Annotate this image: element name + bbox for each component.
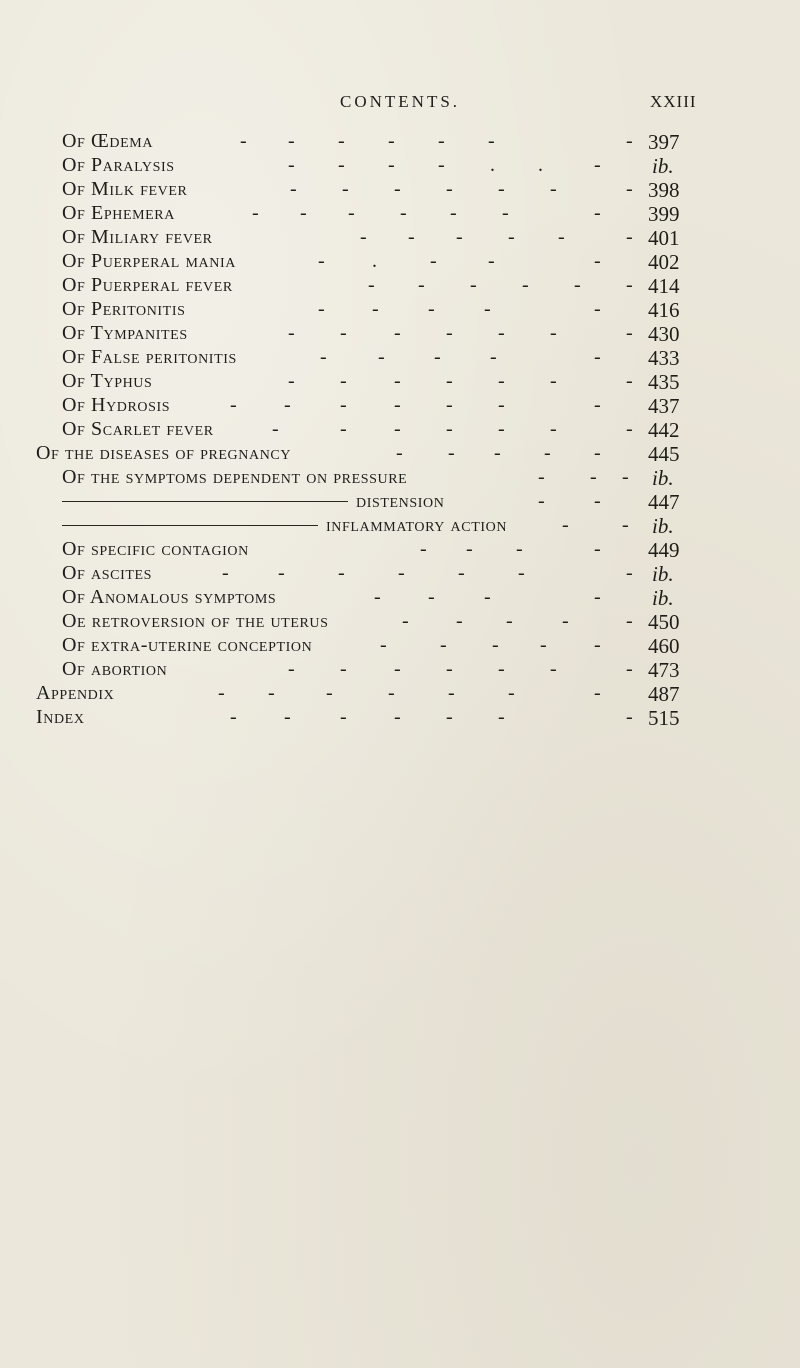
leader-dash: - [360,226,367,248]
toc-entry [0,274,800,298]
leader-dash: - [446,370,453,392]
leader-dash: - [340,658,347,680]
leader-dash: - [466,538,473,560]
toc-entry [0,538,800,562]
toc-entry-title: Oe retroversion of the uterus [62,610,329,632]
leader-dash: - [508,226,515,248]
toc-entry-title: Index [36,706,85,728]
leader-dash: - [538,466,545,488]
leader-dash: - [340,706,347,728]
leader-dash: - [594,298,601,320]
toc-entry [0,130,800,154]
toc-entry [0,178,800,202]
leader-dash: - [338,154,345,176]
toc-entry-page: 435 [648,370,680,394]
toc-entry [0,442,800,466]
leader-dash: - [594,634,601,656]
leader-dash: - [626,658,633,680]
leader-dash: - [484,586,491,608]
leader-dash: - [378,346,385,368]
toc-entry [0,298,800,322]
leader-dash: - [340,370,347,392]
toc-entry [0,634,800,658]
toc-entry [0,226,800,250]
toc-entry-title: Of Puerperal mania [62,250,236,272]
leader-dash: - [446,658,453,680]
leader-dash: - [594,682,601,704]
leader-dash: - [348,202,355,224]
leader-dash: - [288,154,295,176]
toc-entry-page: ib. [652,586,674,610]
leader-dash: - [490,346,497,368]
toc-entry [0,322,800,346]
leader-dash: - [230,706,237,728]
toc-entry-page: ib. [652,562,674,586]
toc-entry [0,682,800,706]
leader-dash: - [594,250,601,272]
leader-dash: - [594,394,601,416]
leader-dash: - [318,298,325,320]
toc-entry-page: 430 [648,322,680,346]
leader-dash: - [498,418,505,440]
toc-entry-title: inflammatory action [326,514,508,536]
leader-dash: - [396,442,403,464]
leader-dash: - [502,202,509,224]
leader-dash: - [420,538,427,560]
leader-dash: - [446,322,453,344]
toc-entry [0,514,800,538]
ditto-rule [62,501,348,502]
leader-dash: - [284,706,291,728]
toc-entry [0,706,800,730]
leader-dash: - [446,394,453,416]
leader-dash: - [516,538,523,560]
toc-entry [0,418,800,442]
leader-dash: - [498,370,505,392]
toc-entry [0,346,800,370]
leader-dash: - [562,514,569,536]
toc-entry [0,586,800,610]
leader-dash: - [494,442,501,464]
leader-dash: - [288,370,295,392]
toc-entry [0,370,800,394]
toc-entry-page: 398 [648,178,680,202]
toc-entry-page: 460 [648,634,680,658]
leader-dash: - [394,418,401,440]
toc-entry-title: Of Miliary fever [62,226,213,248]
leader-dash: - [594,202,601,224]
toc-entry [0,562,800,586]
leader-dash: - [438,154,445,176]
toc-entry-title: Of Œdema [62,130,154,152]
leader-dash: - [626,322,633,344]
leader-dash: - [394,322,401,344]
toc-entry-title: Of specific contagion [62,538,249,560]
leader-dash: - [402,610,409,632]
leader-dash: - [550,658,557,680]
leader-dash: - [518,562,525,584]
toc-entry [0,490,800,514]
toc-entry-title: Of the symptoms dependent on pressure [62,466,408,488]
leader-dash: - [458,562,465,584]
running-title: CONTENTS. [340,92,461,111]
leader-dash: - [340,394,347,416]
leader-dash: - [428,586,435,608]
leader-dash: - [300,202,307,224]
toc-entry-page: 402 [648,250,680,274]
leader-dash: - [456,226,463,248]
leader-dash: - [448,442,455,464]
toc-entry [0,610,800,634]
leader-dash: - [626,418,633,440]
toc-entry-page: 397 [648,130,680,154]
leader-dash: - [240,130,247,152]
leader-dash: - [446,418,453,440]
leader-dash: - [626,178,633,200]
leader-dash: - [594,442,601,464]
toc-entry-title: Of Puerperal fever [62,274,233,296]
toc-entry-title: Of ascites [62,562,153,584]
leader-dash: - [222,562,229,584]
leader-dash: - [284,394,291,416]
leader-dash: - [252,202,259,224]
toc-entry-title: Of extra-uterine conception [62,634,313,656]
leader-dash: - [288,658,295,680]
leader-dash: - [388,682,395,704]
leader-dash: - [498,394,505,416]
leader-dash: - [562,610,569,632]
leader-dash: - [574,274,581,296]
leader-dash: - [388,154,395,176]
leader-dash: - [550,322,557,344]
toc-entry-title: Of the diseases of pregnancy [36,442,292,464]
toc-entry-page: 449 [648,538,680,562]
leader-dash: - [438,130,445,152]
leader-dash: - [594,154,601,176]
toc-entry [0,658,800,682]
leader-dash: - [394,706,401,728]
leader-dash: - [290,178,297,200]
toc-entry [0,466,800,490]
leader-dash: - [318,250,325,272]
leader-dash: - [394,370,401,392]
page-header [0,92,800,116]
toc-entry-page: 445 [648,442,680,466]
leader-dash: - [626,610,633,632]
leader-dash: - [338,562,345,584]
leader-dash: - [498,658,505,680]
page-number: XXIII [650,92,697,111]
toc-entry-page: 416 [648,298,680,322]
leader-dash: - [440,634,447,656]
leader-dash: - [622,466,629,488]
leader-dash: - [626,370,633,392]
leader-dash: - [338,130,345,152]
leader-dash: - [484,298,491,320]
leader-dash: - [488,250,495,272]
leader-dash: - [508,682,515,704]
leader-dash: - [340,418,347,440]
toc-entry-title: Of Scarlet fever [62,418,214,440]
leader-dash: - [326,682,333,704]
leader-dash: - [380,634,387,656]
leader-dash: - [558,226,565,248]
toc-entry [0,154,800,178]
leader-dash: - [626,274,633,296]
toc-entry-page: 473 [648,658,680,682]
leader-dash: - [538,490,545,512]
toc-entry-title: Of Milk fever [62,178,188,200]
toc-entry-page: 447 [648,490,680,514]
toc-entry-title: Of Tympanites [62,322,188,344]
toc-entry [0,202,800,226]
leader-dash: - [394,394,401,416]
leader-dash: - [626,226,633,248]
leader-dash: - [278,562,285,584]
toc-entry-title: distension [356,490,445,512]
toc-entry-page: 401 [648,226,680,250]
leader-dash: - [288,130,295,152]
leader-dash: - [418,274,425,296]
leader-dash: - [470,274,477,296]
leader-dash: - [550,418,557,440]
leader-dash: - [372,298,379,320]
leader-dash: - [626,562,633,584]
leader-dash: - [288,322,295,344]
toc-entry-title: Of Paralysis [62,154,175,176]
ditto-rule [62,525,318,526]
leader-dash: - [590,466,597,488]
leader-dash: - [388,130,395,152]
toc-entry-page: 433 [648,346,680,370]
leader-dash: - [456,610,463,632]
leader-dash: - [340,322,347,344]
toc-entry-title: Of Anomalous symptoms [62,586,277,608]
leader-dash: - [368,274,375,296]
leader-dash: - [492,634,499,656]
leader-dash: - [272,418,279,440]
toc-entry-page: 515 [648,706,680,730]
leader-dash: - [448,682,455,704]
toc-entry-title: Of False peritonitis [62,346,237,368]
toc-entry [0,250,800,274]
leader-dash: - [522,274,529,296]
leader-dash: - [398,562,405,584]
leader-dash: - [342,178,349,200]
leader-dash: - [430,250,437,272]
toc-entry-page: 487 [648,682,680,706]
leader-dash: - [394,178,401,200]
toc-entry-page: 450 [648,610,680,634]
leader-dash: - [544,442,551,464]
leader-dash: - [446,706,453,728]
leader-dash: - [626,130,633,152]
leader-dash: - [230,394,237,416]
leader-dash: - [450,202,457,224]
leader-dash: - [488,130,495,152]
leader-dash: - [594,586,601,608]
leader-dash: - [594,490,601,512]
toc-entry-title: Of Peritonitis [62,298,186,320]
leader-dash: - [550,178,557,200]
toc-entry-title: Of abortion [62,658,168,680]
leader-dash: . [372,250,377,272]
leader-dash: - [498,322,505,344]
leader-dash: . [538,154,543,176]
toc-entry-title: Appendix [36,682,115,704]
leader-dash: - [394,658,401,680]
leader-dash: - [506,610,513,632]
leader-dash: - [622,514,629,536]
leader-dash: - [498,706,505,728]
toc-entry-page: 442 [648,418,680,442]
leader-dash: - [374,586,381,608]
leader-dash: - [498,178,505,200]
toc-entry-page: 414 [648,274,680,298]
toc-entry-title: Of Ephemera [62,202,175,224]
toc-entry-page: 399 [648,202,680,226]
leader-dash: - [446,178,453,200]
toc-entry-page: 437 [648,394,680,418]
leader-dash: - [400,202,407,224]
toc-entry-title: Of Hydrosis [62,394,171,416]
leader-dash: - [594,346,601,368]
leader-dash: - [428,298,435,320]
toc-entry-page: ib. [652,154,674,178]
leader-dash: - [408,226,415,248]
leader-dash: - [218,682,225,704]
leader-dash: . [490,154,495,176]
leader-dash: - [626,706,633,728]
toc-entry-page: ib. [652,466,674,490]
leader-dash: - [320,346,327,368]
toc-entry [0,394,800,418]
leader-dash: - [540,634,547,656]
toc-entry-page: ib. [652,514,674,538]
leader-dash: - [434,346,441,368]
toc-entry-title: Of Typhus [62,370,153,392]
leader-dash: - [594,538,601,560]
leader-dash: - [550,370,557,392]
leader-dash: - [268,682,275,704]
